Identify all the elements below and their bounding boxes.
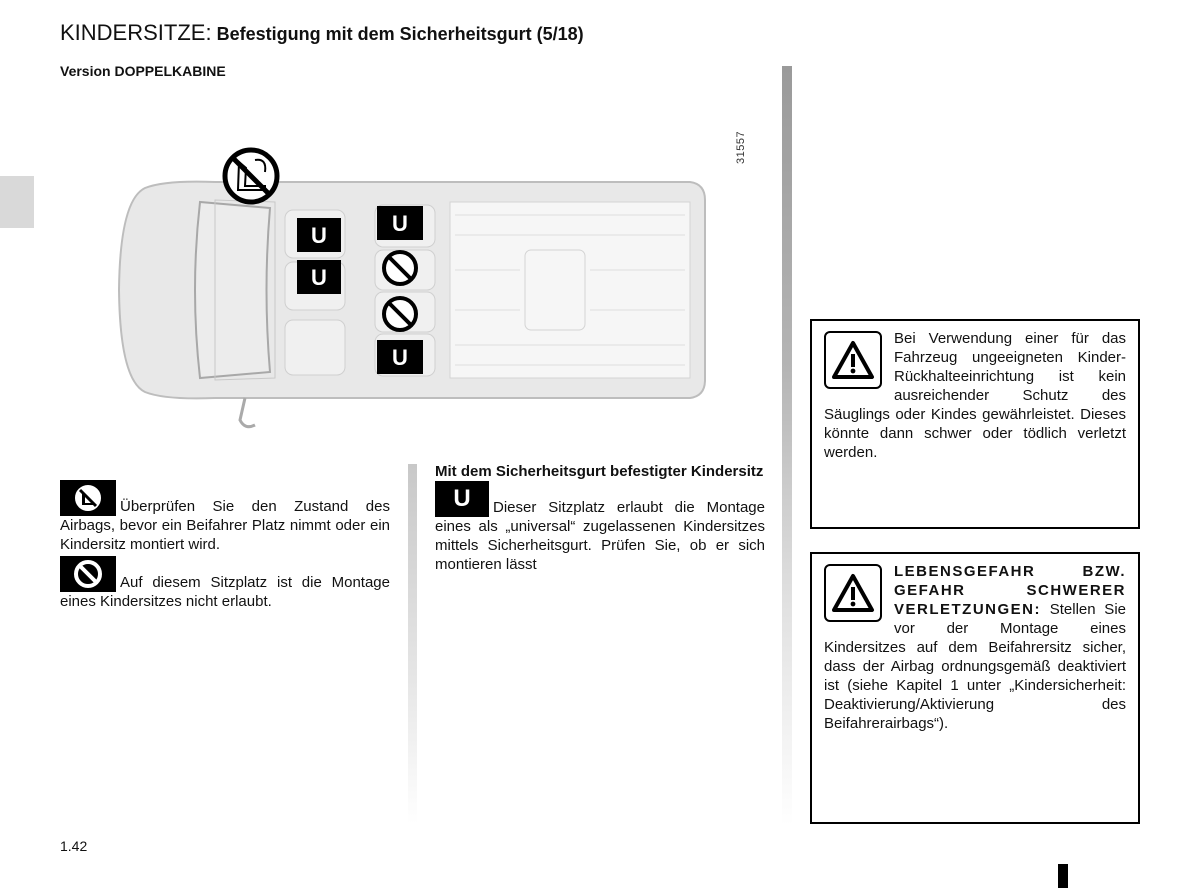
legend-airbag xyxy=(60,480,390,554)
no-child-seat-airbag-icon xyxy=(60,480,116,516)
figure-id: 31557 xyxy=(735,130,747,164)
section-heading: Mit dem Sicherheitsgurt befestigter Kindersitz xyxy=(435,463,764,480)
legend-universal xyxy=(435,481,765,574)
svg-text:U: U xyxy=(392,345,408,370)
svg-text:U: U xyxy=(392,211,408,236)
warning-triangle-icon xyxy=(824,331,882,389)
prohibition-icon xyxy=(60,556,116,592)
universal-legend-text: Dieser Sitzplatz erlaubt die Montage eines als „universal“ zugelassenen Kindersitzes mittels Sicherheitsgurt. Prüfen Sie, ob er sich montieren lässt xyxy=(435,499,765,573)
airbag-legend-text: Überprüfen Sie den Zustand des Airbags, bevor ein Beifahrer Platz nimmt oder ein Kindersitz montiert wird. xyxy=(60,498,390,553)
universal-seat-badge: U xyxy=(435,481,489,517)
prohibited-legend-text: Auf diesem Sitzplatz ist die Montage eines Kindersitzes nicht erlaubt. xyxy=(60,574,390,610)
column-divider-right xyxy=(782,66,792,826)
warning-1-text: Bei Verwendung einer für das Fahrzeug ungeeigneten Kinder-Rückhalteeinrichtung ist kein ausreichender Schutz des Säuglings oder Kindes gewährleistet. Dieses könnte dann schwer oder tödlich verletzt werden. xyxy=(824,330,1126,461)
legend-middle xyxy=(435,462,765,574)
warning-2-text: Stellen Sie vor der Montage eines Kindersitzes auf dem Beifahrersitz sicher, dass der Airbag ordnungsgemäß deaktiviert ist (siehe Kapitel 1 unter „Kindersicherheit: Deaktivierung/Aktivierung des Beifahrerairbags“). xyxy=(824,601,1126,732)
version-label: Version DOPPELKABINE xyxy=(60,63,226,79)
svg-text:U: U xyxy=(311,265,327,290)
chapter-tab xyxy=(0,176,34,228)
warning-triangle-icon xyxy=(824,564,882,622)
page-corner-mark xyxy=(1058,864,1068,888)
van-top-view-illustration xyxy=(105,140,725,440)
warning-2-strong: LEBENSGEFAHR BZW. GEFAHR SCHWERER VERLETZUNGEN: xyxy=(894,563,1126,618)
page-number: 1.42 xyxy=(60,838,88,854)
page-title xyxy=(60,20,584,46)
column-divider-middle xyxy=(408,464,417,824)
legend-left xyxy=(60,480,390,611)
warning-box-1 xyxy=(810,319,1140,529)
svg-text:U: U xyxy=(311,223,327,248)
title-main: KINDERSITZE: xyxy=(60,20,212,45)
title-sub: Befestigung mit dem Sicherheitsgurt (5/18) xyxy=(211,24,584,44)
warning-box-2 xyxy=(810,552,1140,824)
legend-prohibited xyxy=(60,556,390,611)
